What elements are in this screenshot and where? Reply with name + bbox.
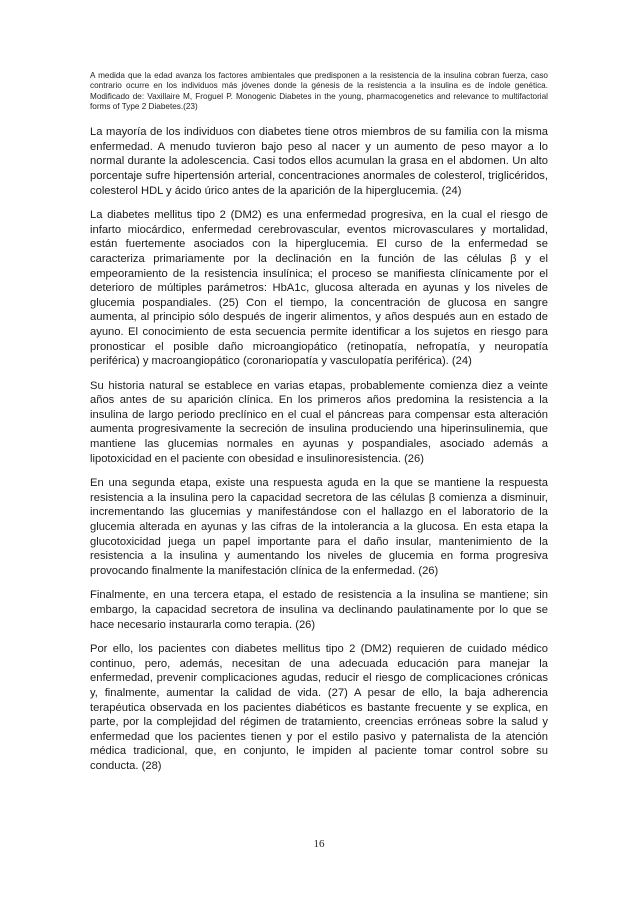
paragraph-third-stage: Finalmente, en una tercera etapa, el estado de resistencia a la insulina se mantiene; sin embargo, la capacidad secretora de insulina va declinando paulatinamente por lo que se hace necesario instaurarla como terapia. (26) [90,589,548,631]
paragraph-dm2-progression: La diabetes mellitus tipo 2 (DM2) es una enfermedad progresiva, en la cual el riesgo de infarto miocárdico, enfermedad cerebrovascular, eventos microvasculares y mortalidad, están fuertemente asociados con la hiperglucemia. El curso de la enfermedad se caracteriza primariamente por la declinación en la función de las células β y el empeoramiento de la resistencia insulínica; el proceso se manifiesta clínicamente por el deterioro de múltiples parámetros: HbA1c, glucosa alterada en ayunas y los niveles de glucemia pospandiales. (25) Con el tiempo, la concentración de glucosa en sangre aumenta, al principio sólo después de ingerir alimentos, y años después aun en estado de ayuno. El conocimiento de esta secuencia permite identificar a los sujetos en riesgo para pronosticar el posible daño microangiopático (retinopatía, nefropatía, y neuropatía periférica) y macroangiopático (coronariopatía y vasculopatía periférica). (24) [90,209,548,368]
paragraph-family-history: La mayoría de los individuos con diabetes tiene otros miembros de su familia con la misma enfermedad. A menudo tuvieron bajo peso al nacer y un aumento de peso mayor a lo normal durante la adolescencia. Casi todos ellos acumulan la grasa en el abdomen. Un alto porcentaje sufre hipertensión arterial, concentraciones anormales de colesterol, triglicéridos, colesterol HDL y ácido úrico antes de la aparición de la hiperglucemia. (24) [90,126,548,197]
page-number: 16 [313,838,325,850]
paragraph-second-stage: En una segunda etapa, existe una respuesta aguda en la que se mantiene la respuesta resistencia a la insulina pero la capacidad secretora de las células β comienza a disminuir, incrementando las glucemias y manifestándose con el hallazgo en el laboratorio de la glucemia alterada en ayunas y las cifras de la intolerancia a la glucosa. En esta etapa la glucotoxicidad juega un papel importante para el daño insular, mantenimiento de la resistencia a la insulina y aumentando los niveles de glucemia en forma progresiva provocando finalmente la manifestación clínica de la enfermedad. (26) [90,477,548,577]
figure-caption: A medida que la edad avanza los factores ambientales que predisponen a la resistencia de la insulina cobran fuerza, caso contrario ocurre en los individuos más jóvenes donde la génesis de la resistencia a la insulina es de índole genética. Modificado de: Vaxillaire M, Froguel P. Monogenic Diabetes in the young, pharmacogenetics and relevance to multifactorial forms of Type 2 Diabetes.(23) [90,71,548,111]
paragraph-natural-history: Su historia natural se establece en varias etapas, probablemente comienza diez a veinte años antes de su aparición clínica. En los primeros años predomina la resistencia a la insulina de largo periodo preclínico en el cual el páncreas para compensar esta alteración aumenta progresivamente la secreción de insulina produciendo una hiperinsulinemia, que mantiene las glucemias normales en ayunas y pospandiales, asociado además a lipotoxicidad en el paciente con obesidad e insulinoresistencia. (26) [90,379,548,465]
paragraph-patient-care: Por ello, los pacientes con diabetes mellitus tipo 2 (DM2) requieren de cuidado médico continuo, pero, además, necesitan de una adecuada educación para manejar la enfermedad, prevenir complicaciones agudas, reducir el riesgo de complicaciones crónicas y, finalmente, aumentar la calidad de vida. (27) A pesar de ello, la baja adherencia terapéutica observada en los pacientes diabéticos es bastante frecuente y se explica, en parte, por la complejidad del régimen de tratamiento, creencias erróneas sobre la salud y enfermedad que los pacientes tienen y por el estilo pasivo y paternalista de la atención médica tradicional, que, en conjunto, le impiden al paciente tomar control sobre su conducta. (28) [90,643,548,772]
page-content [90,71,548,784]
